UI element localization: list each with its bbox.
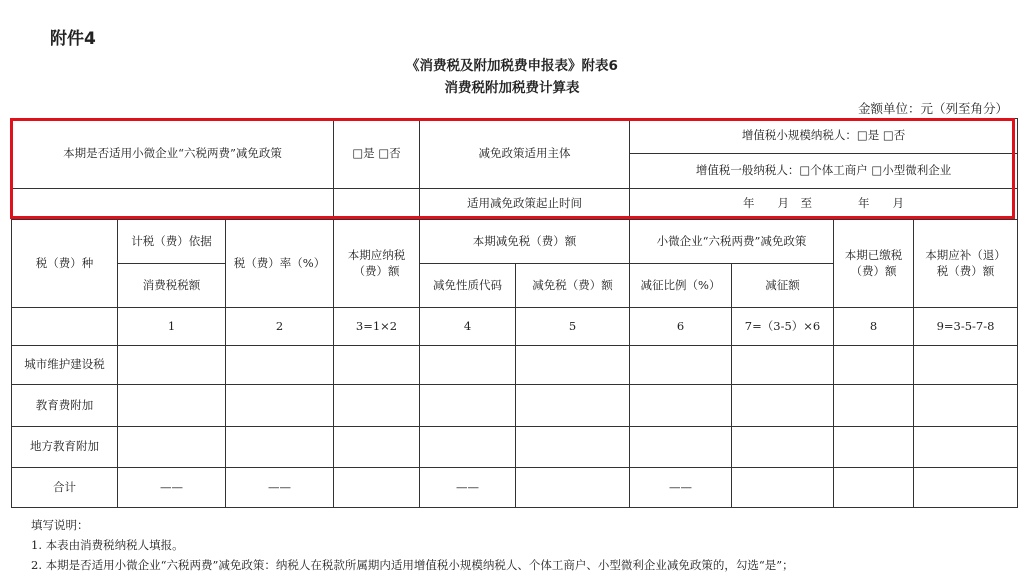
table-row bbox=[12, 385, 1018, 427]
table-cell[interactable] bbox=[118, 346, 226, 385]
table-cell[interactable] bbox=[420, 346, 516, 385]
relief-period-input[interactable]: 年 月 至 年 月 bbox=[630, 189, 1018, 220]
table-cell[interactable] bbox=[516, 427, 630, 468]
form-title: 《消费税及附加税费申报表》附表6 bbox=[406, 58, 618, 74]
table-cell[interactable] bbox=[118, 385, 226, 427]
table-row bbox=[12, 468, 1018, 508]
small-scale-taxpayer-option[interactable]: 增值税小规模纳税人：□是 □否 bbox=[630, 119, 1018, 154]
header-payable-line1: 本期应纳税 bbox=[347, 247, 406, 262]
row-label: 合计 bbox=[12, 468, 118, 508]
table-cell[interactable] bbox=[732, 346, 834, 385]
table-cell[interactable] bbox=[834, 385, 914, 427]
table-cell[interactable] bbox=[914, 427, 1018, 468]
table-cell[interactable] bbox=[630, 427, 732, 468]
table-cell[interactable] bbox=[334, 427, 420, 468]
table-cell[interactable] bbox=[732, 385, 834, 427]
header-reduction-amount: 减征额 bbox=[732, 264, 834, 308]
dash-cell: —— bbox=[226, 468, 334, 508]
header-relief: 本期减免税（费）额 bbox=[420, 220, 630, 264]
header-relief-amount: 减免税（费）额 bbox=[516, 264, 630, 308]
table-cell[interactable] bbox=[226, 346, 334, 385]
dash-cell: —— bbox=[630, 468, 732, 508]
header-basis: 计税（费）依据 bbox=[118, 220, 226, 264]
table-cell[interactable] bbox=[420, 427, 516, 468]
table-cell[interactable] bbox=[516, 468, 630, 508]
header-payable bbox=[334, 220, 420, 308]
table-cell[interactable] bbox=[334, 385, 420, 427]
column-number: 7=（3-5）×6 bbox=[732, 308, 834, 346]
table-cell[interactable] bbox=[516, 346, 630, 385]
table-cell[interactable] bbox=[834, 468, 914, 508]
table-row bbox=[12, 427, 1018, 468]
policy-yes-no-cont bbox=[334, 189, 420, 220]
instructions-line-1: 1. 本表由消费税纳税人填报。 bbox=[31, 538, 184, 552]
table-cell[interactable] bbox=[914, 385, 1018, 427]
table-cell[interactable] bbox=[630, 385, 732, 427]
header-tax-type: 税（费）种 bbox=[12, 220, 118, 308]
header-refund bbox=[914, 220, 1018, 308]
policy-question-cont bbox=[12, 189, 334, 220]
policy-question: 本期是否适用小微企业“六税两费”减免政策 bbox=[12, 119, 334, 189]
general-taxpayer-option[interactable]: 增值税一般纳税人：□个体工商户 □小型微利企业 bbox=[630, 154, 1018, 189]
column-number: 3=1×2 bbox=[334, 308, 420, 346]
table-row bbox=[12, 346, 1018, 385]
header-six-two-policy: 小微企业“六税两费”减免政策 bbox=[630, 220, 834, 264]
header-consumption-tax-amount: 消费税税额 bbox=[118, 264, 226, 308]
dash-cell: —— bbox=[420, 468, 516, 508]
table-cell[interactable] bbox=[516, 385, 630, 427]
table-cell[interactable] bbox=[914, 346, 1018, 385]
instructions-heading: 填写说明： bbox=[31, 518, 89, 532]
header-paid-line1: 本期已缴税 bbox=[844, 247, 903, 262]
column-number: 2 bbox=[226, 308, 334, 346]
table-cell[interactable] bbox=[732, 468, 834, 508]
table-cell[interactable] bbox=[732, 427, 834, 468]
table-cell[interactable] bbox=[914, 468, 1018, 508]
column-number: 1 bbox=[118, 308, 226, 346]
header-refund-line2: 税（费）额 bbox=[936, 263, 995, 278]
row-label: 城市维护建设税 bbox=[12, 346, 118, 385]
header-payable-line2: （费）额 bbox=[353, 263, 400, 278]
header-paid bbox=[834, 220, 914, 308]
applicable-subject-label: 减免政策适用主体 bbox=[420, 119, 630, 189]
header-refund-line1: 本期应补（退） bbox=[925, 247, 1006, 262]
dash-cell: —— bbox=[118, 468, 226, 508]
table-cell[interactable] bbox=[334, 346, 420, 385]
policy-yes-no-checkbox[interactable]: □是 □否 bbox=[334, 119, 420, 189]
row-label: 地方教育附加 bbox=[12, 427, 118, 468]
header-reduction-ratio: 减征比例（%） bbox=[630, 264, 732, 308]
table-cell[interactable] bbox=[334, 468, 420, 508]
instructions bbox=[31, 515, 794, 575]
column-number: 6 bbox=[630, 308, 732, 346]
column-number: 9=3-5-7-8 bbox=[914, 308, 1018, 346]
instructions-line-2: 2. 本期是否适用小微企业“六税两费”减免政策：纳税人在税款所属期内适用增值税小规模纳税人、个体工商户、小型微利企业减免政策的，勾选“是”； bbox=[31, 558, 794, 572]
relief-period-label: 适用减免政策起止时间 bbox=[420, 189, 630, 220]
attachment-label: 附件4 bbox=[50, 29, 96, 49]
table-cell[interactable] bbox=[226, 427, 334, 468]
header-relief-code: 减免性质代码 bbox=[420, 264, 516, 308]
table-cell[interactable] bbox=[420, 385, 516, 427]
table-cell[interactable] bbox=[630, 346, 732, 385]
column-number-blank bbox=[12, 308, 118, 346]
header-rate: 税（费）率（%） bbox=[226, 220, 334, 308]
column-number: 4 bbox=[420, 308, 516, 346]
column-number: 8 bbox=[834, 308, 914, 346]
column-number: 5 bbox=[516, 308, 630, 346]
header-paid-line2: （费）额 bbox=[850, 263, 897, 278]
table-cell[interactable] bbox=[834, 346, 914, 385]
form-subtitle: 消费税附加税费计算表 bbox=[444, 80, 580, 96]
table-cell[interactable] bbox=[834, 427, 914, 468]
table-cell[interactable] bbox=[118, 427, 226, 468]
row-label: 教育费附加 bbox=[12, 385, 118, 427]
table-cell[interactable] bbox=[226, 385, 334, 427]
tax-calculation-table bbox=[11, 118, 1018, 508]
amount-unit: 金额单位：元（列至角分） bbox=[857, 101, 1008, 116]
